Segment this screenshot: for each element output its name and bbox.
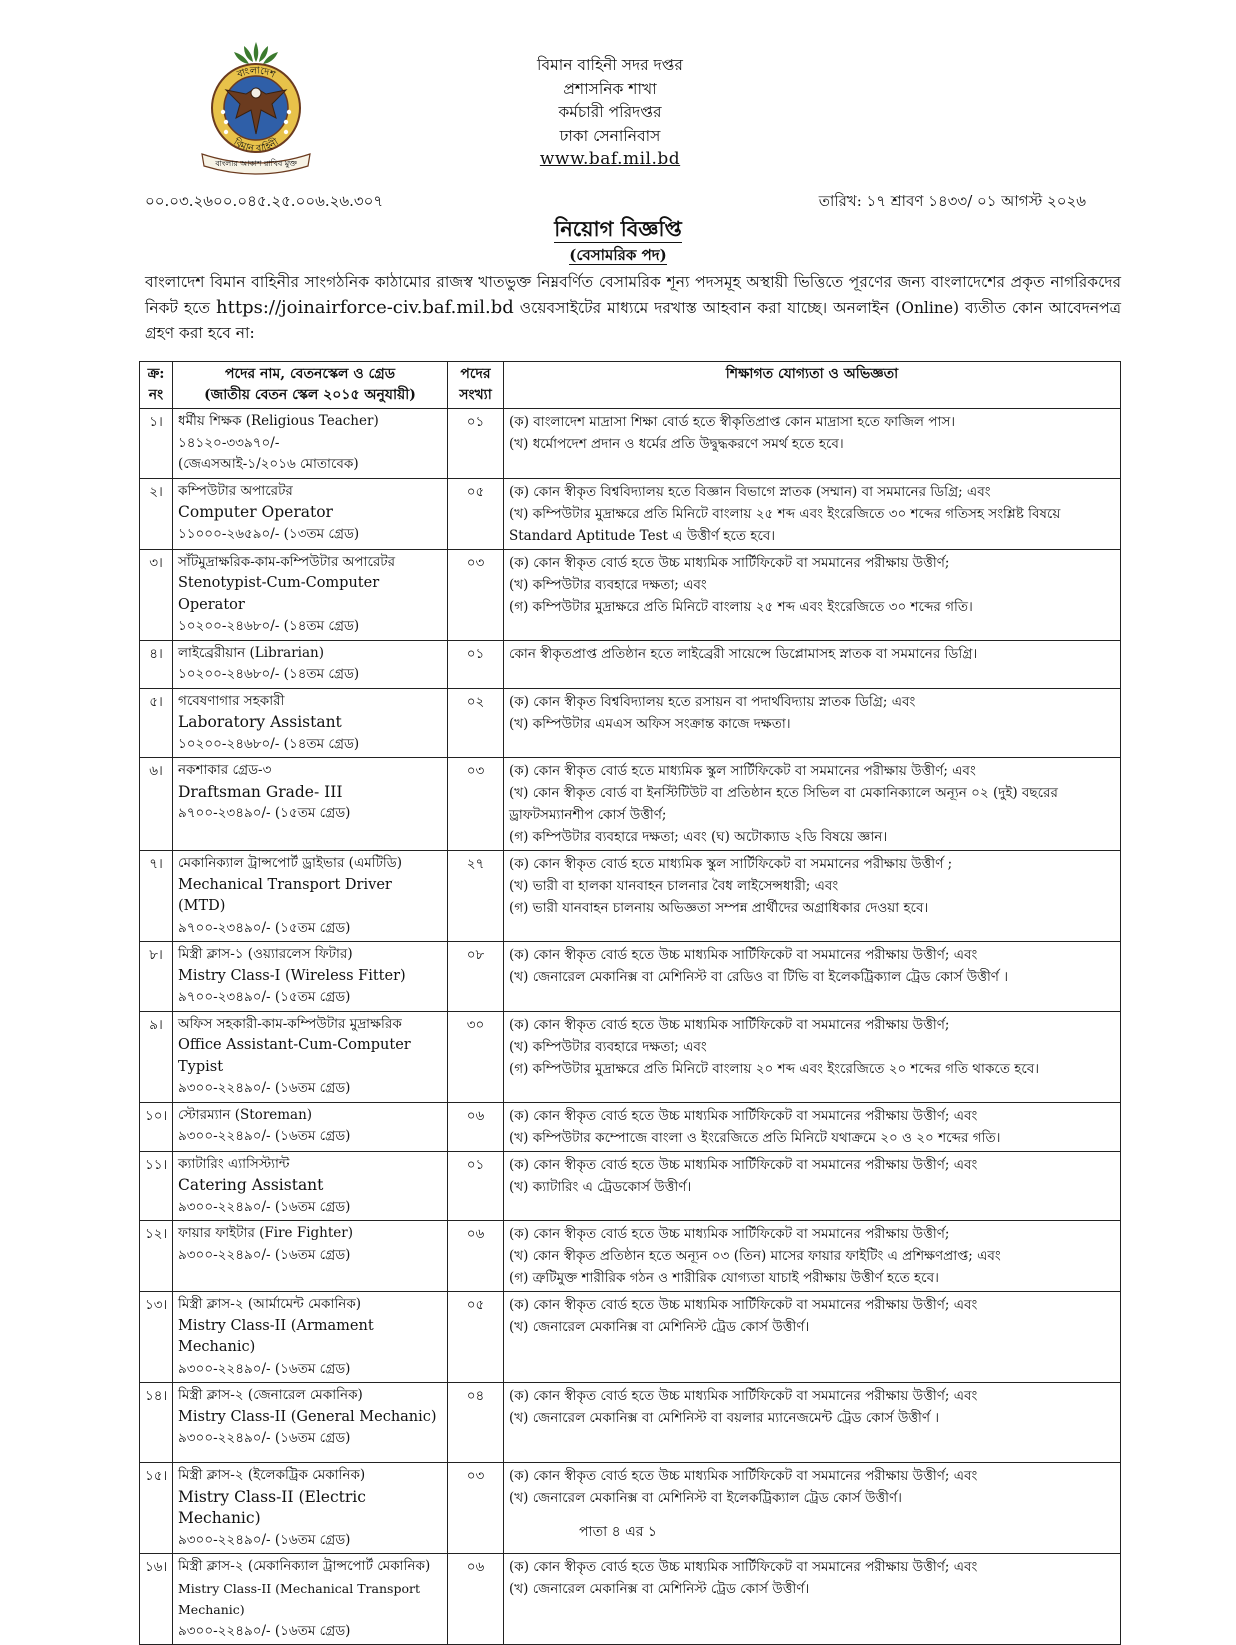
- row-qualification-cell: [504, 758, 1121, 851]
- row-post-cell: [173, 758, 448, 851]
- notice-title: নিয়োগ বিজ্ঞপ্তি: [554, 216, 682, 241]
- row-serial: ১৬।: [140, 1554, 173, 1645]
- table-row: [140, 1102, 1121, 1151]
- qualification-item: (ক) কোন স্বীকৃত বোর্ড হতে মাধ্যমিক স্কুল সার্টিফিকেট বা সমমানের পরীক্ষায় উত্তীর্ণ; এবং: [509, 763, 976, 779]
- qualification-item: (ক) কোন স্বীকৃত বিশ্ববিদ্যালয় হতে বিজ্ঞান বিভাগে স্নাতক (সম্মান) বা সমমানের ডিগ্রি; এবং: [509, 483, 991, 500]
- qualification-item: (খ) জেনারেল মেকানিক্স বা মেশিনিস্ট বা বয়লার ম্যানেজমেন্ট ট্রেড কোর্স উত্তীর্ণ ।: [509, 1410, 940, 1426]
- header-line-directorate: কর্মচারী পরিদপ্তর: [558, 103, 662, 121]
- pay-scale: ৯৩০০-২২৪৯০/- (১৬তম গ্রেড): [178, 1198, 351, 1215]
- post-name: মিস্ত্রী ক্লাস-১ (ওয়্যারলেস ফিটার): [178, 946, 353, 962]
- row-post-count: ০৬: [448, 1221, 504, 1292]
- table-row: [140, 688, 1121, 758]
- notice-subtitle: (বেসামরিক পদ): [569, 246, 667, 264]
- post-name: সাঁটমুদ্রাক্ষরিক-কাম-কম্পিউটার অপারেটর: [178, 553, 396, 570]
- table-row: [140, 1292, 1121, 1383]
- page-number: পাতা ৪ এর ১: [579, 1524, 657, 1540]
- qualification-item: (ক) কোন স্বীকৃত বোর্ড হতে উচ্চ মাধ্যমিক সার্টিফিকেট বা সমমানের পরীক্ষায় উত্তীর্ণ; এবং: [509, 1107, 978, 1124]
- post-name: কম্পিউটার অপারেটর: [178, 482, 293, 499]
- pay-scale: ১৪১২০-৩৩৯৭০/-: [178, 434, 280, 451]
- row-serial: ১০।: [140, 1102, 173, 1151]
- row-post-count: ২৭: [448, 851, 504, 942]
- row-post-cell: [173, 1383, 448, 1463]
- qualification-item: (খ) জেনারেল মেকানিক্স বা মেশিনিস্ট ট্রেড কোর্স উত্তীর্ণ।: [509, 1319, 810, 1335]
- row-post-count: ৩০: [448, 1011, 504, 1102]
- post-name: মিস্ত্রী ক্লাস-২ (ইলেকট্রিক মেকানিক): [178, 1467, 366, 1483]
- pay-scale: ৯৩০০-২২৪৯০/- (১৬তম গ্রেড): [178, 1128, 351, 1144]
- row-serial: ১১।: [140, 1151, 173, 1221]
- qualification-item: (ক) কোন স্বীকৃত বিশ্ববিদ্যালয় হতে রসায়ন বা পদার্থবিদ্যায় স্নাতক ডিগ্রি; এবং: [509, 693, 916, 710]
- row-serial: ৯।: [140, 1011, 173, 1102]
- qualification-item: (খ) কম্পিউটার ব্যবহারে দক্ষতা; এবং: [509, 1038, 707, 1055]
- row-post-count: ০৩: [448, 549, 504, 640]
- table-row: [140, 1151, 1121, 1221]
- qualification-item: (খ) কোন স্বীকৃত বোর্ড বা ইনস্টিটিউট বা প্রতিষ্ঠান হতে সিভিল বা মেকানিক্যালে অন্যূন ০২ (দুই) বছরের ড্রাফটসম্যানশীপ কোর্স উত্তীর্ণ;: [509, 785, 1058, 823]
- row-post-cell: [173, 942, 448, 1012]
- intro-text-part1: বাংলাদেশ বিমান বাহিনীর সাংগঠনিক কাঠামোর রাজস্ব খাতভুক্ত নিম্নবর্ণিত বেসামরিক শূন্য পদসমূহ অস্থায়ী ভিত্তিতে পূরণের জন্য বাংলাদেশের প্রকৃত নাগরিকদের নিকট হতে: [145, 273, 1121, 317]
- post-name-english: Draftsman Grade- III: [178, 782, 343, 801]
- emblem-motto: বাংলার আকাশ রাখিব মুক্ত: [215, 159, 297, 168]
- row-post-count: ০৪: [448, 1383, 504, 1463]
- pay-scale: ১০২০০-২৪৬৮০/- (১৪তম গ্রেড): [178, 666, 360, 682]
- row-qualification-cell: [504, 640, 1121, 688]
- pay-scale: ৯৩০০-২২৪৯০/- (১৬তম গ্রেড): [178, 1246, 351, 1263]
- qualification-item: (ক) কোন স্বীকৃত বোর্ড হতে উচ্চ মাধ্যমিক সার্টিফিকেট বা সমমানের পরীক্ষায় উত্তীর্ণ;: [509, 1226, 950, 1242]
- row-post-cell: [173, 549, 448, 640]
- row-post-count: ০৬: [448, 1554, 504, 1645]
- emblem-arc-top-text: বাংলাদেশ: [235, 65, 277, 81]
- row-serial: ১২।: [140, 1221, 173, 1292]
- application-website-link[interactable]: https://joinairforce-civ.baf.mil.bd: [216, 297, 514, 318]
- qualification-item: (ক) কোন স্বীকৃত বোর্ড হতে উচ্চ মাধ্যমিক সার্টিফিকেট বা সমমানের পরীক্ষায় উত্তীর্ণ; এবং: [509, 1156, 978, 1173]
- row-post-cell: [173, 851, 448, 942]
- post-name-english: Mistry Class-II (Electric Mechanic): [178, 1487, 366, 1527]
- row-post-count: ০৫: [448, 478, 504, 549]
- row-serial: ৮।: [140, 942, 173, 1012]
- row-serial: ৭।: [140, 851, 173, 942]
- post-name-english: Mistry Class-II (Armament Mechanic): [178, 1317, 374, 1355]
- row-post-count: ০৮: [448, 942, 504, 1012]
- row-post-cell: [173, 1151, 448, 1221]
- table-row: [140, 758, 1121, 851]
- row-serial: ১৪।: [140, 1383, 173, 1463]
- post-name: মিস্ত্রী ক্লাস-২ (আর্মামেন্ট মেকানিক): [178, 1296, 362, 1312]
- header-post-title: পদের নাম, বেতনস্কেল ও গ্রেড: [225, 366, 395, 382]
- posts-table: [139, 361, 1121, 1645]
- row-qualification-cell: [504, 851, 1121, 942]
- pay-scale: ৯৩০০-২২৪৯০/- (১৬তম গ্রেড): [178, 1080, 351, 1096]
- pay-scale: ৯৭০০-২৩৪৯০/- (১৫তম গ্রেড): [178, 919, 351, 936]
- post-name-english: Mistry Class-II (General Mechanic): [178, 1408, 437, 1425]
- table-row: [140, 640, 1121, 688]
- qualification-item: (গ) ভারী যানবাহন চালনায় অভিজ্ঞতা সম্পন্ন প্রার্থীদের অগ্রাধিকার দেওয়া হবে।: [509, 900, 929, 916]
- post-name: মিস্ত্রী ক্লাস-২ (মেকানিক্যাল ট্রান্সপোর্ট মেকানিক): [178, 1558, 431, 1574]
- table-row: [140, 1383, 1121, 1463]
- row-qualification-cell: [504, 942, 1121, 1012]
- intro-text-part2: ওয়েবসাইটের মাধ্যমে দরখাস্ত আহবান করা যাচ্ছে। অনলাইন (Online) ব্যতীত কোন আবেদনপত্র গ্রহণ করা হবে না:: [145, 299, 1122, 342]
- table-row: [140, 942, 1121, 1012]
- posts-table-body: [140, 409, 1121, 1645]
- qualification-item: (ক) কোন স্বীকৃত বোর্ড হতে মাধ্যমিক স্কুল সার্টিফিকেট বা সমমানের পরীক্ষায় উত্তীর্ণ ;: [509, 856, 953, 872]
- pay-scale: ৯৭০০-২৩৪৯০/- (১৫তম গ্রেড): [178, 989, 351, 1005]
- post-name-english: Laboratory Assistant: [178, 713, 342, 731]
- row-qualification-cell: [504, 1151, 1121, 1221]
- row-post-count: ০৬: [448, 1102, 504, 1151]
- post-name: মেকানিক্যাল ট্রান্সপোর্ট ড্রাইভার (এমটিডি): [178, 855, 402, 871]
- row-post-count: ০১: [448, 409, 504, 479]
- qualification-item: (ক) কোন স্বীকৃত বোর্ড হতে উচ্চ মাধ্যমিক সার্টিফিকেট বা সমমানের পরীক্ষায় উত্তীর্ণ; এবং: [509, 1559, 978, 1575]
- qualification-item: (খ) কম্পিউটার এমএস অফিস সংক্রান্ত কাজে দক্ষতা।: [509, 715, 791, 732]
- row-serial: ৬।: [140, 758, 173, 851]
- table-row: [140, 478, 1121, 549]
- row-qualification-cell: [504, 1292, 1121, 1383]
- qualification-item: (খ) কম্পিউটার কম্পোজে বাংলা ও ইংরেজিতে প্রতি মিনিটে যথাক্রমে ২০ ও ২০ শব্দের গতি।: [509, 1129, 1001, 1146]
- post-name-english: Office Assistant-Cum-Computer Typist: [178, 1037, 411, 1075]
- post-name-english: Catering Assistant: [178, 1176, 324, 1194]
- post-name: ক্যাটারিং এ্যাসিস্ট্যান্ট: [178, 1155, 290, 1172]
- qualification-item: (ক) কোন স্বীকৃত বোর্ড হতে উচ্চ মাধ্যমিক সার্টিফিকেট বা সমমানের পরীক্ষায় উত্তীর্ণ; এবং: [509, 947, 978, 963]
- memo-number: ০০.০৩.২৬০০.০৪৫.২৫.০০৬.২৬.৩০৭: [145, 192, 384, 210]
- qualification-item: (খ) ক্যাটারিং এ ট্রেডকোর্স উত্তীর্ণ।: [509, 1178, 692, 1195]
- post-name: লাইব্রেরীয়ান (Librarian): [178, 644, 325, 661]
- header-line-cantonment: ঢাকা সেনানিবাস: [559, 126, 661, 145]
- row-post-cell: [173, 1292, 448, 1383]
- qualification-item: (গ) ত্রুটিমুক্ত শারীরিক গঠন ও শারীরিক যোগ্যতা যাচাই পরীক্ষায় উত্তীর্ণ হতে হবে।: [509, 1270, 939, 1286]
- qualification-item: (গ) কম্পিউটার মুদ্রাক্ষরে প্রতি মিনিটে বাংলায় ২৫ শব্দ এবং ইংরেজিতে ৩০ শব্দের গতি।: [509, 598, 973, 615]
- post-name: অফিস সহকারী-কাম-কম্পিউটার মুদ্রাক্ষরিক: [178, 1015, 402, 1032]
- qualification-item: (ক) বাংলাদেশ মাদ্রাসা শিক্ষা বোর্ড হতে স্বীকৃতিপ্রাপ্ত কোন মাদ্রাসা হতে ফাজিল পাস।: [509, 414, 956, 430]
- row-post-cell: [173, 1554, 448, 1645]
- row-serial: ১৫।: [140, 1463, 173, 1554]
- qualification-item: (ক) কোন স্বীকৃত বোর্ড হতে উচ্চ মাধ্যমিক সার্টিফিকেট বা সমমানের পরীক্ষায় উত্তীর্ণ; এবং: [509, 1297, 978, 1313]
- table-row: [140, 1011, 1121, 1102]
- row-post-count: ০৩: [448, 758, 504, 851]
- post-name: স্টোরম্যান (Storeman): [178, 1106, 313, 1123]
- qualification-item: (ক) কোন স্বীকৃত বোর্ড হতে উচ্চ মাধ্যমিক সার্টিফিকেট বা সমমানের পরীক্ষায় উত্তীর্ণ;: [509, 554, 950, 571]
- pay-scale: ৯৩০০-২২৪৯০/- (১৬তম গ্রেড): [178, 1531, 351, 1548]
- row-post-count: ০১: [448, 640, 504, 688]
- row-post-cell: [173, 1102, 448, 1151]
- row-qualification-cell: [504, 409, 1121, 479]
- row-serial: ৫।: [140, 688, 173, 758]
- header-count: পদের সংখ্যা: [448, 362, 504, 409]
- table-row: [140, 549, 1121, 640]
- qualification-item: (ক) কোন স্বীকৃত বোর্ড হতে উচ্চ মাধ্যমিক সার্টিফিকেট বা সমমানের পরীক্ষায় উত্তীর্ণ; এবং: [509, 1468, 978, 1484]
- pay-scale: ৯৩০০-২২৪৯০/- (১৬তম গ্রেড): [178, 1622, 351, 1639]
- post-name-english: Mistry Class-II (Mechanical Transport Mechanic): [178, 1580, 420, 1617]
- qualification-item: (গ) কম্পিউটার ব্যবহারে দক্ষতা; এবং (ঘ) অটোক্যাড ২ডি বিষয়ে জ্ঞান।: [509, 829, 888, 845]
- pay-scale: ৯৩০০-২২৪৯০/- (১৬তম গ্রেড): [178, 1360, 351, 1377]
- pay-scale: ৯৩০০-২২৪৯০/- (১৬তম গ্রেড): [178, 1430, 351, 1446]
- post-name: গবেষণাগার সহকারী: [178, 692, 285, 709]
- row-qualification-cell: [504, 549, 1121, 640]
- row-post-cell: [173, 688, 448, 758]
- row-qualification-cell: [504, 1383, 1121, 1463]
- qualification-item: (খ) কম্পিউটার মুদ্রাক্ষরে প্রতি মিনিটে বাংলায় ২৫ শব্দ এবং ইংরেজিতে ৩০ শব্দের গতিসহ সংশ্লিষ্ট বিষয়ে Standard Aptitude Test এ উত্তীর্ণ হতে হবে।: [509, 505, 1061, 544]
- table-header-row: [140, 362, 1121, 409]
- table-row: [140, 1554, 1121, 1645]
- table-row: [140, 851, 1121, 942]
- qualification-item: (খ) জেনারেল মেকানিক্স বা মেশিনিস্ট ট্রেড কোর্স উত্তীর্ণ।: [509, 1581, 810, 1597]
- row-qualification-cell: [504, 478, 1121, 549]
- post-name-english: Stenotypist-Cum-Computer Operator: [178, 575, 380, 613]
- post-name-english: Computer Operator: [178, 503, 333, 521]
- qualification-item: (খ) কম্পিউটার ব্যবহারে দক্ষতা; এবং: [509, 576, 707, 593]
- post-name-english: Mistry Class-I (Wireless Fitter): [178, 967, 406, 984]
- header-qualification: শিক্ষাগত যোগ্যতা ও অভিজ্ঞতা: [504, 362, 1121, 409]
- row-qualification-cell: [504, 1011, 1121, 1102]
- row-qualification-cell: [504, 1221, 1121, 1292]
- emblem-arc-bottom-text: বিমান বাহিনী: [231, 136, 281, 155]
- row-post-count: ০১: [448, 1151, 504, 1221]
- row-post-count: ০২: [448, 688, 504, 758]
- row-qualification-cell: [504, 1102, 1121, 1151]
- header-line-branch: প্রশাসনিক শাখা: [563, 79, 657, 98]
- pay-scale: ১০২০০-২৪৬৮০/- (১৪তম গ্রেড): [178, 618, 360, 634]
- post-name-english: Mechanical Transport Driver (MTD): [178, 876, 392, 914]
- row-post-cell: [173, 640, 448, 688]
- row-serial: ২।: [140, 478, 173, 549]
- pay-scale: ১০২০০-২৪৬৮০/- (১৪তম গ্রেড): [178, 735, 360, 752]
- pay-scale: ১১০০০-২৬৫৯০/- (১৩তম গ্রেড): [178, 525, 360, 542]
- header-post-subtitle: (জাতীয় বেতন স্কেল ২০১৫ অনুযায়ী): [204, 387, 416, 403]
- qualification-item: (খ) ভারী বা হালকা যানবাহন চালনার বৈধ লাইসেন্সধারী; এবং: [509, 878, 839, 894]
- post-name: ধর্মীয় শিক্ষক (Religious Teacher): [178, 413, 379, 429]
- row-post-cell: [173, 409, 448, 479]
- row-post-count: ০৫: [448, 1292, 504, 1383]
- qualification-item: (গ) কম্পিউটার মুদ্রাক্ষরে প্রতি মিনিটে বাংলায় ২০ শব্দ এবং ইংরেজিতে ২০ শব্দের গতি থাকতে হবে।: [509, 1060, 1040, 1077]
- header-post: [173, 362, 448, 409]
- post-name: ফায়ার ফাইটার (Fire Fighter): [178, 1225, 353, 1241]
- header-line-hq: বিমান বাহিনী সদর দপ্তর: [537, 56, 683, 74]
- row-serial: ১।: [140, 409, 173, 479]
- pay-scale: ৯৭০০-২৩৪৯০/- (১৫তম গ্রেড): [178, 805, 351, 821]
- row-serial: ৪।: [140, 640, 173, 688]
- row-post-cell: [173, 478, 448, 549]
- qualification-item: (খ) জেনারেল মেকানিক্স বা মেশিনিস্ট বা রেডিও বা টিভি বা ইলেকট্রিক্যাল ট্রেড কোর্স উত্তীর্ণ ।: [509, 969, 1009, 985]
- qualification-item: (খ) ধর্মোপদেশ প্রদান ও ধর্মের প্রতি উদ্বুদ্ধকরণে সমর্থ হতে হবে।: [509, 436, 844, 452]
- notice-date: তারিখ: ১৭ শ্রাবণ ১৪৩৩/ ০১ আগস্ট ২০২৬: [818, 192, 1086, 210]
- row-serial: ১৩।: [140, 1292, 173, 1383]
- row-serial: ৩।: [140, 549, 173, 640]
- row-post-cell: [173, 1221, 448, 1292]
- post-name: নকশাকার গ্রেড-৩: [178, 762, 272, 778]
- post-note: (জেএসআই-১/২০১৬ মোতাবেক): [178, 456, 359, 472]
- qualification-item: (খ) জেনারেল মেকানিক্স বা মেশিনিস্ট বা ইলেকট্রিক্যাল ট্রেড কোর্স উত্তীর্ণ।: [509, 1490, 902, 1506]
- row-post-cell: [173, 1011, 448, 1102]
- header-serial: ক্র: নং: [140, 362, 173, 409]
- baf-emblem-logo: [196, 38, 316, 178]
- qualification-item: (ক) কোন স্বীকৃত বোর্ড হতে উচ্চ মাধ্যমিক সার্টিফিকেট বা সমমানের পরীক্ষায় উত্তীর্ণ;: [509, 1016, 950, 1033]
- header-website-link[interactable]: www.baf.mil.bd: [539, 149, 681, 169]
- office-header: [430, 54, 790, 172]
- qualification-item: কোন স্বীকৃতপ্রাপ্ত প্রতিষ্ঠান হতে লাইব্রেরী সায়েন্সে ডিপ্লোমাসহ স্নাতক বা সমমানের ডিগ্রি।: [509, 645, 978, 662]
- intro-paragraph: [145, 270, 1121, 346]
- table-row: [140, 409, 1121, 479]
- qualification-item: (খ) কোন স্বীকৃত প্রতিষ্ঠান হতে অন্যূন ০৩ (তিন) মাসের ফায়ার ফাইটিং এ প্রশিক্ষণপ্রাপ্ত; এবং: [509, 1248, 1001, 1264]
- row-post-count: ০৩: [448, 1463, 504, 1554]
- table-row: [140, 1221, 1121, 1292]
- row-qualification-cell: [504, 1554, 1121, 1645]
- post-name: মিস্ত্রী ক্লাস-২ (জেনারেল মেকানিক): [178, 1387, 363, 1403]
- qualification-item: (ক) কোন স্বীকৃত বোর্ড হতে উচ্চ মাধ্যমিক সার্টিফিকেট বা সমমানের পরীক্ষায় উত্তীর্ণ; এবং: [509, 1388, 978, 1404]
- row-qualification-cell: [504, 688, 1121, 758]
